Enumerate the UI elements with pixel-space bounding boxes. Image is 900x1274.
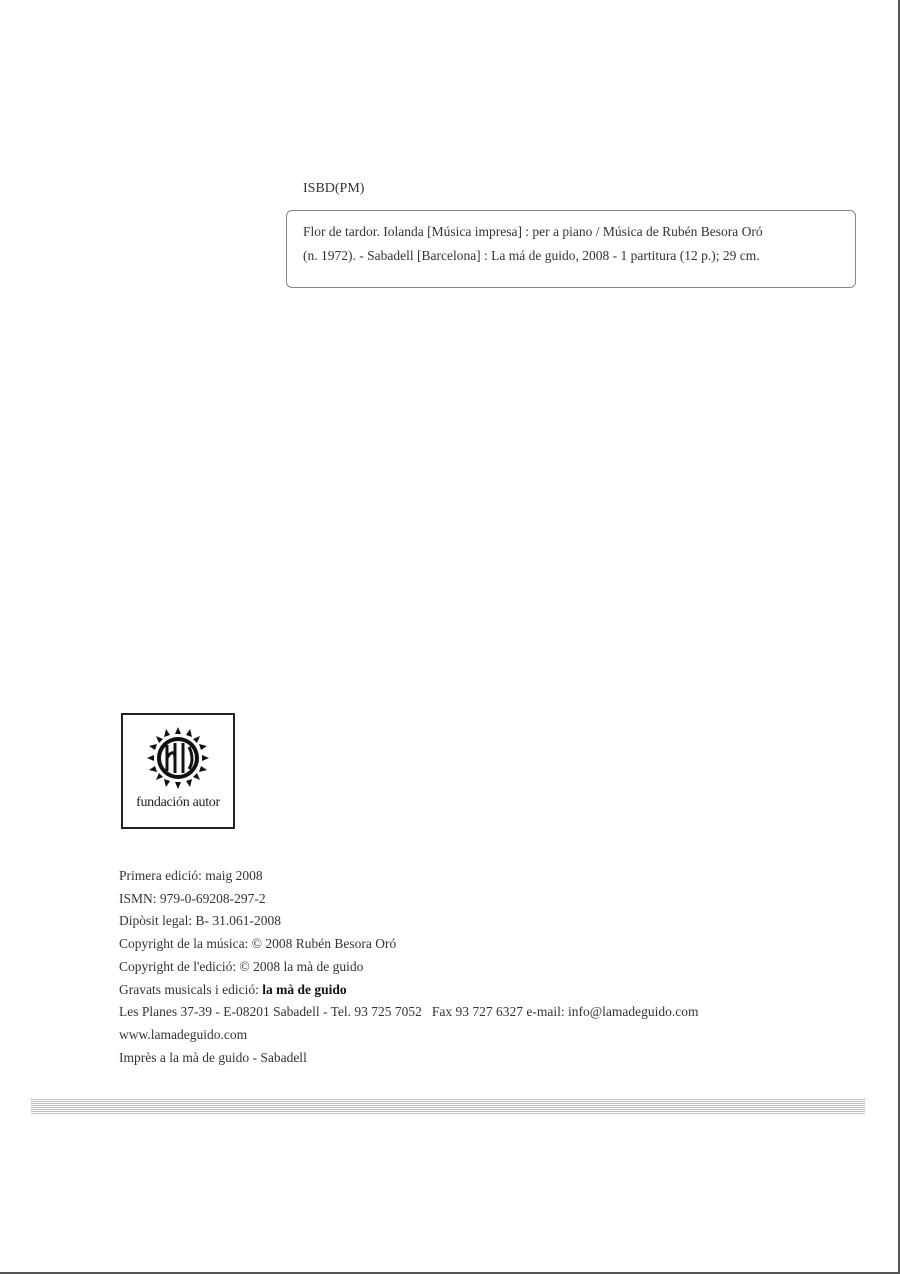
fundacion-autor-logo <box>121 713 235 829</box>
edition-line: Primera edició: maig 2008 <box>119 868 263 883</box>
fax-email-text: Fax 93 727 6327 e-mail: info@lamadeguido.com <box>431 1004 699 1020</box>
logo-text: fundación autor <box>136 795 220 810</box>
legal-deposit-line: Dipòsit legal: B- 31.061-2008 <box>119 913 281 929</box>
isbd-record-line-1: Flor de tardor. Iolanda [Música impresa] : per a piano / Música de Rubén Besora Oró <box>303 224 763 239</box>
fundacion-autor-emblem-icon <box>145 725 211 791</box>
address-text: Les Planes 37-39 - E-08201 Sabadell - Tel. 93 725 7052 <box>119 1004 422 1020</box>
address-line <box>119 1001 699 1024</box>
copyright-music-line: Copyright de la música: © 2008 Rubén Besora Oró <box>119 936 397 952</box>
engraving-publisher: la mà de guido <box>262 981 347 997</box>
engraving-line <box>119 979 699 1002</box>
ismn-line: ISMN: 979-0-69208-297-2 <box>119 890 266 906</box>
copyright-edition-line: Copyright de l'edició: © 2008 la mà de guido <box>119 958 364 974</box>
footer-rule <box>31 1099 865 1115</box>
printed-line: Imprès a la mà de guido - Sabadell <box>119 1049 307 1065</box>
isbd-label: ISBD(PM) <box>303 181 365 196</box>
engraving-label: Gravats musicals i edició: <box>119 981 263 997</box>
isbd-record-box <box>286 210 856 288</box>
website-line: www.lamadeguido.com <box>119 1026 248 1042</box>
colophon <box>119 865 699 1069</box>
isbd-record-line-2: (n. 1972). - Sabadell [Barcelona] : La má de guido, 2008 - 1 partitura (12 p.); 29 cm. <box>303 248 760 263</box>
